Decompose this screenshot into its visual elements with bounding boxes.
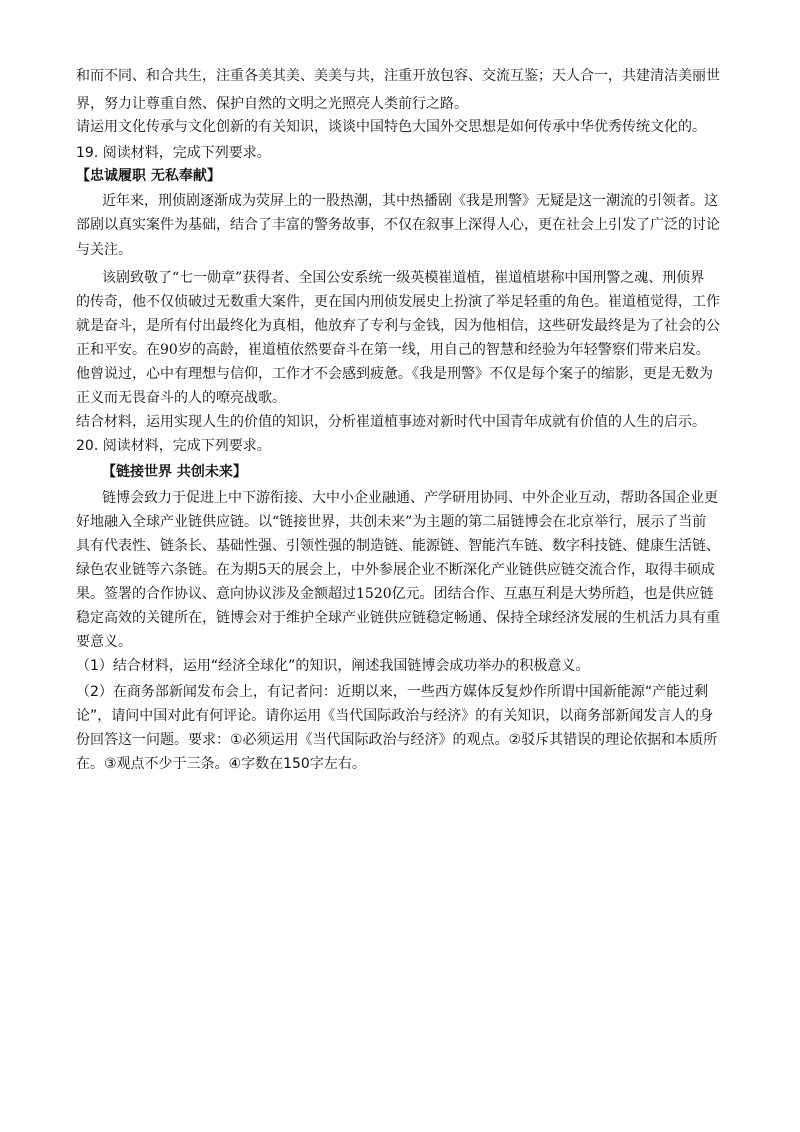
q19-paragraph2-line: 就是奋斗，是所有付出最终化为真相，他放弃了专利与金钱，因为他相信，这些研发最终是为了社会的公 [76,318,720,334]
q20-paragraph-line: 好地融入全球产业链供应链。以“链接世界，共创未来”为主题的第二届链博会在北京举行，展示了当前 [76,514,707,530]
q20-paragraph-line: 稳定高效的关键所在，链博会对于维护全球产业链供应链稳定畅通、保持全球经济发展的生机活力具有重 [76,610,720,626]
q19-prompt: 结合材料，运用实现人生的价值的知识，分析崔道植事迹对新时代中国青年成就有价值的人生的启示。 [76,414,706,430]
q20-subquestion-2-line: 份回答这一问题。要求：①必须运用《当代国际政治与经济》的观点。②驳斥其错误的理论依据和本质所 [76,732,718,748]
q18-prompt: 请运用文化传承与文化创新的有关知识，谈谈中国特色大国外交思想是如何传承中华优秀传统文化的。 [76,119,706,135]
intro-line: 界，努力让尊重自然、保护自然的文明之光照亮人类前行之路。 [76,96,468,112]
q19-number-line: 19. 阅读材料，完成下列要求。 [76,145,271,161]
q19-paragraph2-line: 正义而无畏奋斗的人的嘹亮战歌。 [76,390,286,406]
q19-heading: 【忠诚履职 无私奉献】 [76,168,221,184]
q19-paragraph1-line: 与关注。 [76,242,132,258]
q20-subquestion-1: （1）结合材料，运用“经济全球化”的知识，阐述我国链博会成功举办的积极意义。 [76,658,590,674]
q20-heading: 【链接世界 共创未来】 [102,464,247,480]
q19-paragraph2-line: 正和平安。在90岁的高龄，崔道植依然要奋斗在第一线，用自己的智慧和经验为年轻警察们带来启发。 [76,342,710,358]
q20-subquestion-2-line: 在。③观点不少于三条。④字数在150字左右。 [76,756,366,772]
q20-number-line: 20. 阅读材料，完成下列要求。 [76,438,271,454]
q20-subquestion-2-line: （2）在商务部新闻发布会上，有记者问：近期以来，一些西方媒体反复炒作所谓中国新能源“产能过剩 [76,684,709,700]
q20-paragraph-line: 链博会致力于促进上中下游衔接、大中小企业融通、产学研用协同、中外企业互动，帮助各国企业更 [102,490,718,506]
q20-subquestion-2-line: 论”，请问中国对此有何评论。请你运用《当代国际政治与经济》的有关知识，以商务部新闻发言人的身 [76,708,714,724]
q19-paragraph2-line: 的传奇，他不仅侦破过无数重大案件，更在国内刑侦发展史上扮演了举足轻重的角色。崔道植觉得，工作 [76,294,720,310]
q20-paragraph-line: 要意义。 [76,634,132,650]
q20-paragraph-line: 绿色农业链等六条链。在为期5天的展会上，中外参展企业不断深化产业链供应链交流合作，取得丰硕成 [76,562,715,578]
q20-paragraph-line: 具有代表性、链条长、基础性强、引领性强的制造链、能源链、智能汽车链、数字科技链、健康生活链、 [76,538,720,554]
q19-paragraph2-line: 他曾说过，心中有理想与信仰，工作才不会感到疲惫。《我是刑警》不仅是每个案子的缩影，更是无数为 [76,366,713,382]
q19-paragraph1-line: 近年来，刑侦剧逐渐成为荧屏上的一股热潮，其中热播剧《我是刑警》无疑是这一潮流的引领者。这 [102,193,718,209]
intro-line: 和而不同、和合共生，注重各美其美、美美与共，注重开放包容、交流互鉴；天人合一，共建清洁美丽世 [76,68,720,84]
q19-paragraph1-line: 部剧以真实案件为基础，结合了丰富的警务故事，不仅在叙事上深得人心，更在社会上引发了广泛的讨论 [76,217,720,233]
q20-paragraph-line: 果。签署的合作协议、意向协议涉及金额超过1520亿元。团结合作、互惠互利是大势所趋，也是供应链 [76,586,714,602]
q19-paragraph2-line: 该剧致敬了“七一勋章”获得者、全国公安系统一级英模崔道植，崔道植堪称中国刑警之魂、刑侦界 [102,270,705,286]
